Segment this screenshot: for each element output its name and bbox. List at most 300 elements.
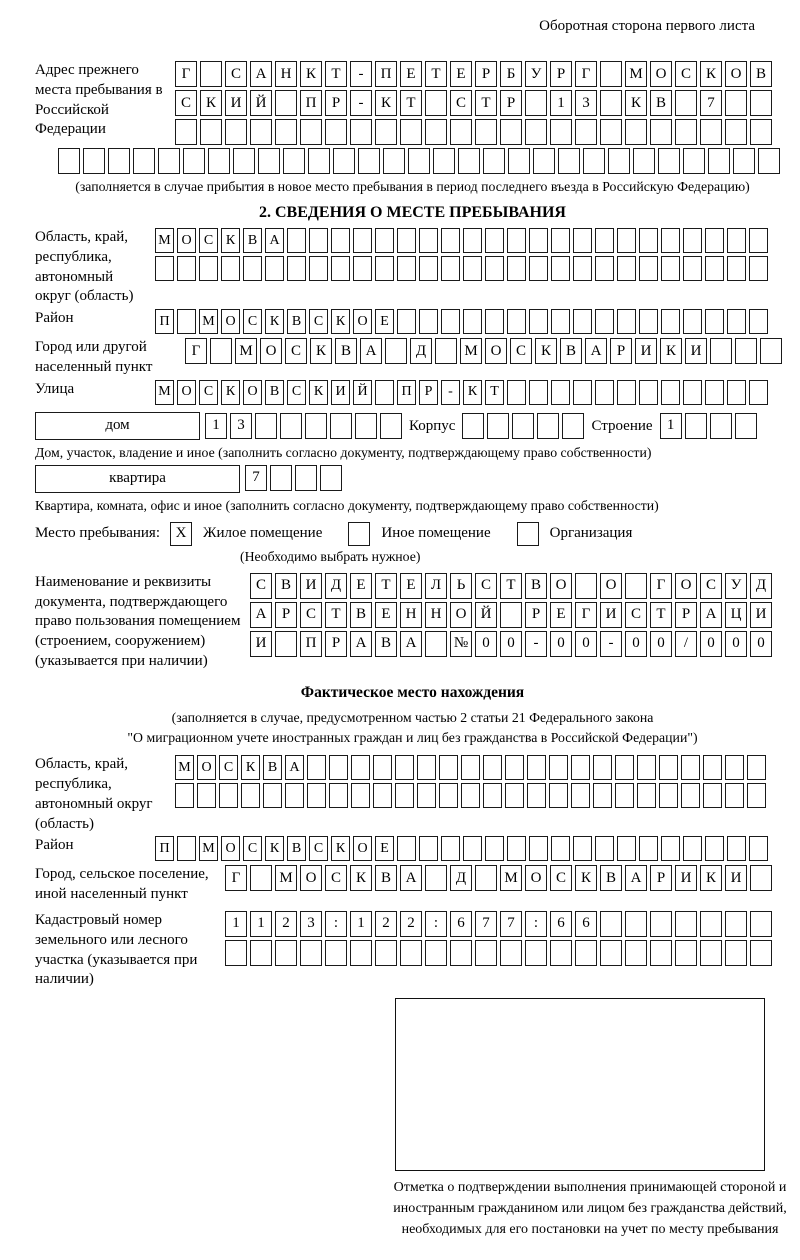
char-cell[interactable]: П xyxy=(300,90,322,116)
char-cell[interactable] xyxy=(529,256,548,281)
char-cell[interactable]: В xyxy=(650,90,672,116)
char-cell[interactable] xyxy=(441,256,460,281)
char-cell[interactable]: К xyxy=(331,309,350,334)
char-cell[interactable] xyxy=(380,413,402,439)
char-cell[interactable] xyxy=(593,755,612,780)
char-cell[interactable]: Т xyxy=(650,602,672,628)
char-cell[interactable]: М xyxy=(155,380,174,405)
char-cell[interactable] xyxy=(705,380,724,405)
char-cell[interactable]: О xyxy=(221,309,240,334)
char-cell[interactable] xyxy=(58,148,80,174)
char-cell[interactable] xyxy=(441,228,460,253)
char-cell[interactable] xyxy=(727,380,746,405)
char-cell[interactable] xyxy=(527,783,546,808)
char-cell[interactable]: М xyxy=(500,865,522,891)
char-cell[interactable] xyxy=(309,228,328,253)
char-cell[interactable]: Д xyxy=(325,573,347,599)
char-cell[interactable]: А xyxy=(265,228,284,253)
char-cell[interactable] xyxy=(675,119,697,145)
char-cell[interactable]: 6 xyxy=(450,911,472,937)
char-cell[interactable]: О xyxy=(177,380,196,405)
char-cell[interactable] xyxy=(758,148,780,174)
char-cell[interactable]: Т xyxy=(400,90,422,116)
char-cell[interactable]: 0 xyxy=(750,631,772,657)
char-cell[interactable] xyxy=(529,836,548,861)
char-cell[interactable] xyxy=(600,940,622,966)
char-cell[interactable] xyxy=(549,755,568,780)
char-cell[interactable] xyxy=(350,119,372,145)
char-cell[interactable] xyxy=(683,148,705,174)
char-cell[interactable] xyxy=(571,755,590,780)
char-cell[interactable] xyxy=(661,228,680,253)
char-cell[interactable] xyxy=(600,119,622,145)
char-cell[interactable] xyxy=(287,228,306,253)
char-cell[interactable] xyxy=(573,836,592,861)
char-cell[interactable]: С xyxy=(243,836,262,861)
char-cell[interactable] xyxy=(200,119,222,145)
char-cell[interactable] xyxy=(250,865,272,891)
char-cell[interactable]: А xyxy=(285,755,304,780)
char-cell[interactable] xyxy=(733,148,755,174)
char-cell[interactable] xyxy=(675,940,697,966)
char-cell[interactable]: Е xyxy=(350,573,372,599)
char-cell[interactable]: Д xyxy=(450,865,472,891)
char-cell[interactable] xyxy=(199,256,218,281)
char-cell[interactable]: Д xyxy=(410,338,432,364)
char-cell[interactable]: И xyxy=(225,90,247,116)
char-cell[interactable] xyxy=(683,380,702,405)
char-cell[interactable]: В xyxy=(560,338,582,364)
char-cell[interactable]: О xyxy=(650,61,672,87)
char-cell[interactable] xyxy=(595,228,614,253)
char-cell[interactable]: Т xyxy=(425,61,447,87)
char-cell[interactable]: Т xyxy=(375,573,397,599)
char-cell[interactable] xyxy=(300,119,322,145)
char-cell[interactable]: Г xyxy=(185,338,207,364)
char-cell[interactable] xyxy=(727,836,746,861)
char-cell[interactable] xyxy=(683,309,702,334)
char-cell[interactable]: О xyxy=(675,573,697,599)
char-cell[interactable] xyxy=(225,119,247,145)
char-cell[interactable]: 3 xyxy=(230,413,252,439)
char-cell[interactable] xyxy=(250,940,272,966)
char-cell[interactable] xyxy=(330,413,352,439)
char-cell[interactable]: Р xyxy=(475,61,497,87)
char-cell[interactable]: 0 xyxy=(575,631,597,657)
char-cell[interactable]: К xyxy=(265,309,284,334)
char-cell[interactable] xyxy=(658,148,680,174)
char-cell[interactable]: О xyxy=(243,380,262,405)
char-cell[interactable] xyxy=(351,755,370,780)
char-cell[interactable] xyxy=(485,309,504,334)
char-cell[interactable] xyxy=(708,148,730,174)
char-cell[interactable] xyxy=(700,911,722,937)
char-cell[interactable] xyxy=(727,309,746,334)
char-cell[interactable]: 1 xyxy=(205,413,227,439)
char-cell[interactable]: А xyxy=(585,338,607,364)
char-cell[interactable]: О xyxy=(353,309,372,334)
char-cell[interactable] xyxy=(617,380,636,405)
char-cell[interactable]: И xyxy=(300,573,322,599)
char-cell[interactable]: Е xyxy=(550,602,572,628)
char-cell[interactable]: Ц xyxy=(725,602,747,628)
char-cell[interactable] xyxy=(158,148,180,174)
char-cell[interactable] xyxy=(639,228,658,253)
char-cell[interactable]: С xyxy=(475,573,497,599)
char-cell[interactable] xyxy=(425,631,447,657)
char-cell[interactable] xyxy=(463,228,482,253)
char-cell[interactable] xyxy=(450,940,472,966)
char-cell[interactable]: С xyxy=(219,755,238,780)
char-cell[interactable] xyxy=(177,309,196,334)
char-cell[interactable]: К xyxy=(660,338,682,364)
char-cell[interactable]: С xyxy=(510,338,532,364)
char-cell[interactable]: В xyxy=(600,865,622,891)
char-cell[interactable]: М xyxy=(175,755,194,780)
char-cell[interactable]: С xyxy=(309,309,328,334)
char-cell[interactable]: О xyxy=(260,338,282,364)
char-cell[interactable]: Р xyxy=(610,338,632,364)
char-cell[interactable] xyxy=(571,783,590,808)
char-cell[interactable] xyxy=(529,380,548,405)
char-cell[interactable] xyxy=(700,119,722,145)
char-cell[interactable] xyxy=(583,148,605,174)
char-cell[interactable] xyxy=(750,119,772,145)
char-cell[interactable]: Д xyxy=(750,573,772,599)
char-cell[interactable]: 3 xyxy=(300,911,322,937)
char-cell[interactable] xyxy=(200,61,222,87)
char-cell[interactable] xyxy=(747,755,766,780)
char-cell[interactable]: В xyxy=(265,380,284,405)
char-cell[interactable]: В xyxy=(287,836,306,861)
char-cell[interactable]: И xyxy=(725,865,747,891)
char-cell[interactable] xyxy=(373,755,392,780)
char-cell[interactable] xyxy=(270,465,292,491)
char-cell[interactable] xyxy=(615,755,634,780)
char-cell[interactable] xyxy=(333,148,355,174)
char-cell[interactable]: К xyxy=(625,90,647,116)
char-cell[interactable] xyxy=(595,256,614,281)
char-cell[interactable] xyxy=(573,256,592,281)
char-cell[interactable] xyxy=(749,256,768,281)
char-cell[interactable]: 2 xyxy=(400,911,422,937)
char-cell[interactable] xyxy=(537,413,559,439)
char-cell[interactable] xyxy=(617,228,636,253)
char-cell[interactable] xyxy=(750,865,772,891)
char-cell[interactable]: Г xyxy=(175,61,197,87)
char-cell[interactable] xyxy=(461,755,480,780)
char-cell[interactable] xyxy=(435,338,457,364)
char-cell[interactable] xyxy=(175,119,197,145)
char-cell[interactable] xyxy=(475,865,497,891)
char-cell[interactable] xyxy=(265,256,284,281)
char-cell[interactable] xyxy=(735,338,757,364)
char-cell[interactable] xyxy=(329,783,348,808)
char-cell[interactable]: Р xyxy=(500,90,522,116)
char-cell[interactable]: К xyxy=(375,90,397,116)
char-cell[interactable] xyxy=(233,148,255,174)
char-cell[interactable]: А xyxy=(360,338,382,364)
char-cell[interactable]: С xyxy=(309,836,328,861)
char-cell[interactable] xyxy=(375,380,394,405)
char-cell[interactable] xyxy=(425,119,447,145)
char-cell[interactable] xyxy=(500,940,522,966)
char-cell[interactable] xyxy=(308,148,330,174)
char-cell[interactable]: С xyxy=(550,865,572,891)
char-cell[interactable]: 1 xyxy=(350,911,372,937)
char-cell[interactable]: К xyxy=(200,90,222,116)
char-cell[interactable] xyxy=(373,783,392,808)
char-cell[interactable]: М xyxy=(199,836,218,861)
char-cell[interactable]: Т xyxy=(325,602,347,628)
char-cell[interactable] xyxy=(659,755,678,780)
char-cell[interactable] xyxy=(573,309,592,334)
char-cell[interactable] xyxy=(275,631,297,657)
char-cell[interactable] xyxy=(703,755,722,780)
char-cell[interactable]: С xyxy=(175,90,197,116)
char-cell[interactable] xyxy=(525,90,547,116)
char-cell[interactable] xyxy=(675,911,697,937)
char-cell[interactable]: 1 xyxy=(225,911,247,937)
char-cell[interactable]: Р xyxy=(419,380,438,405)
char-cell[interactable] xyxy=(320,465,342,491)
char-cell[interactable] xyxy=(487,413,509,439)
char-cell[interactable] xyxy=(283,148,305,174)
char-cell[interactable] xyxy=(177,256,196,281)
char-cell[interactable]: № xyxy=(450,631,472,657)
char-cell[interactable]: В xyxy=(275,573,297,599)
char-cell[interactable]: А xyxy=(625,865,647,891)
char-cell[interactable]: И xyxy=(250,631,272,657)
char-cell[interactable]: Й xyxy=(353,380,372,405)
other-premises-checkbox[interactable] xyxy=(348,522,370,546)
char-cell[interactable]: И xyxy=(331,380,350,405)
char-cell[interactable]: Т xyxy=(475,90,497,116)
char-cell[interactable] xyxy=(639,836,658,861)
char-cell[interactable]: К xyxy=(700,61,722,87)
char-cell[interactable]: О xyxy=(485,338,507,364)
char-cell[interactable] xyxy=(275,940,297,966)
char-cell[interactable] xyxy=(197,783,216,808)
char-cell[interactable]: Р xyxy=(325,631,347,657)
char-cell[interactable] xyxy=(575,119,597,145)
char-cell[interactable] xyxy=(529,228,548,253)
char-cell[interactable]: К xyxy=(463,380,482,405)
char-cell[interactable] xyxy=(331,256,350,281)
char-cell[interactable] xyxy=(395,755,414,780)
char-cell[interactable]: Р xyxy=(325,90,347,116)
char-cell[interactable]: Е xyxy=(400,61,422,87)
char-cell[interactable] xyxy=(219,783,238,808)
char-cell[interactable] xyxy=(725,90,747,116)
char-cell[interactable] xyxy=(133,148,155,174)
char-cell[interactable]: К xyxy=(300,61,322,87)
char-cell[interactable]: - xyxy=(350,61,372,87)
char-cell[interactable] xyxy=(483,783,502,808)
char-cell[interactable]: 0 xyxy=(725,631,747,657)
char-cell[interactable]: Е xyxy=(450,61,472,87)
char-cell[interactable]: 0 xyxy=(550,631,572,657)
char-cell[interactable] xyxy=(307,755,326,780)
char-cell[interactable]: К xyxy=(350,865,372,891)
char-cell[interactable] xyxy=(419,836,438,861)
char-cell[interactable] xyxy=(483,148,505,174)
char-cell[interactable] xyxy=(351,783,370,808)
char-cell[interactable]: С xyxy=(287,380,306,405)
char-cell[interactable] xyxy=(300,940,322,966)
char-cell[interactable] xyxy=(263,783,282,808)
char-cell[interactable] xyxy=(750,90,772,116)
char-cell[interactable] xyxy=(661,380,680,405)
char-cell[interactable] xyxy=(395,783,414,808)
char-cell[interactable]: - xyxy=(350,90,372,116)
char-cell[interactable] xyxy=(600,911,622,937)
char-cell[interactable]: 3 xyxy=(575,90,597,116)
char-cell[interactable]: П xyxy=(300,631,322,657)
char-cell[interactable] xyxy=(595,309,614,334)
char-cell[interactable]: С xyxy=(243,309,262,334)
char-cell[interactable]: 0 xyxy=(475,631,497,657)
char-cell[interactable]: К xyxy=(265,836,284,861)
char-cell[interactable] xyxy=(639,256,658,281)
char-cell[interactable]: Т xyxy=(325,61,347,87)
char-cell[interactable] xyxy=(550,119,572,145)
char-cell[interactable] xyxy=(705,836,724,861)
char-cell[interactable] xyxy=(397,228,416,253)
char-cell[interactable] xyxy=(175,783,194,808)
char-cell[interactable] xyxy=(419,228,438,253)
char-cell[interactable] xyxy=(275,90,297,116)
char-cell[interactable] xyxy=(650,119,672,145)
char-cell[interactable] xyxy=(617,256,636,281)
char-cell[interactable]: П xyxy=(155,309,174,334)
char-cell[interactable] xyxy=(608,148,630,174)
char-cell[interactable] xyxy=(355,413,377,439)
char-cell[interactable] xyxy=(505,783,524,808)
char-cell[interactable] xyxy=(483,755,502,780)
char-cell[interactable]: О xyxy=(725,61,747,87)
char-cell[interactable]: С xyxy=(199,228,218,253)
char-cell[interactable] xyxy=(573,380,592,405)
char-cell[interactable]: М xyxy=(460,338,482,364)
char-cell[interactable]: Г xyxy=(575,602,597,628)
char-cell[interactable] xyxy=(525,940,547,966)
char-cell[interactable] xyxy=(255,413,277,439)
char-cell[interactable] xyxy=(525,119,547,145)
char-cell[interactable]: И xyxy=(750,602,772,628)
char-cell[interactable]: О xyxy=(353,836,372,861)
char-cell[interactable]: Н xyxy=(425,602,447,628)
char-cell[interactable] xyxy=(417,755,436,780)
char-cell[interactable] xyxy=(575,940,597,966)
char-cell[interactable] xyxy=(675,90,697,116)
char-cell[interactable]: С xyxy=(450,90,472,116)
char-cell[interactable] xyxy=(419,256,438,281)
char-cell[interactable] xyxy=(400,940,422,966)
char-cell[interactable]: 0 xyxy=(625,631,647,657)
char-cell[interactable] xyxy=(683,228,702,253)
char-cell[interactable] xyxy=(533,148,555,174)
char-cell[interactable] xyxy=(703,783,722,808)
char-cell[interactable]: Р xyxy=(650,865,672,891)
char-cell[interactable] xyxy=(727,256,746,281)
char-cell[interactable] xyxy=(275,119,297,145)
char-cell[interactable] xyxy=(625,573,647,599)
char-cell[interactable]: 2 xyxy=(275,911,297,937)
char-cell[interactable] xyxy=(285,783,304,808)
char-cell[interactable]: О xyxy=(221,836,240,861)
char-cell[interactable]: А xyxy=(400,865,422,891)
char-cell[interactable]: О xyxy=(450,602,472,628)
char-cell[interactable]: О xyxy=(177,228,196,253)
char-cell[interactable]: С xyxy=(625,602,647,628)
char-cell[interactable] xyxy=(353,256,372,281)
char-cell[interactable] xyxy=(705,309,724,334)
char-cell[interactable] xyxy=(462,413,484,439)
char-cell[interactable] xyxy=(705,228,724,253)
char-cell[interactable] xyxy=(439,755,458,780)
char-cell[interactable] xyxy=(375,228,394,253)
char-cell[interactable] xyxy=(463,309,482,334)
char-cell[interactable]: К xyxy=(535,338,557,364)
char-cell[interactable] xyxy=(400,119,422,145)
char-cell[interactable] xyxy=(575,573,597,599)
char-cell[interactable]: К xyxy=(700,865,722,891)
char-cell[interactable] xyxy=(309,256,328,281)
char-cell[interactable] xyxy=(425,90,447,116)
char-cell[interactable] xyxy=(700,940,722,966)
char-cell[interactable] xyxy=(681,783,700,808)
char-cell[interactable] xyxy=(685,413,707,439)
char-cell[interactable] xyxy=(683,256,702,281)
char-cell[interactable] xyxy=(508,148,530,174)
char-cell[interactable] xyxy=(760,338,782,364)
char-cell[interactable] xyxy=(550,940,572,966)
char-cell[interactable]: К xyxy=(575,865,597,891)
char-cell[interactable] xyxy=(625,119,647,145)
char-cell[interactable] xyxy=(637,755,656,780)
char-cell[interactable] xyxy=(710,413,732,439)
char-cell[interactable]: К xyxy=(309,380,328,405)
char-cell[interactable]: В xyxy=(350,602,372,628)
char-cell[interactable]: П xyxy=(397,380,416,405)
char-cell[interactable] xyxy=(419,309,438,334)
char-cell[interactable] xyxy=(250,119,272,145)
char-cell[interactable] xyxy=(441,309,460,334)
char-cell[interactable] xyxy=(408,148,430,174)
char-cell[interactable] xyxy=(639,380,658,405)
char-cell[interactable]: О xyxy=(525,865,547,891)
char-cell[interactable]: И xyxy=(600,602,622,628)
char-cell[interactable] xyxy=(725,783,744,808)
char-cell[interactable]: К xyxy=(221,228,240,253)
char-cell[interactable]: Н xyxy=(275,61,297,87)
char-cell[interactable] xyxy=(155,256,174,281)
char-cell[interactable]: С xyxy=(250,573,272,599)
char-cell[interactable]: Б xyxy=(500,61,522,87)
char-cell[interactable] xyxy=(397,836,416,861)
char-cell[interactable]: Е xyxy=(375,602,397,628)
char-cell[interactable]: В xyxy=(750,61,772,87)
char-cell[interactable] xyxy=(650,940,672,966)
char-cell[interactable] xyxy=(353,228,372,253)
char-cell[interactable]: В xyxy=(525,573,547,599)
char-cell[interactable] xyxy=(475,119,497,145)
char-cell[interactable] xyxy=(461,783,480,808)
char-cell[interactable] xyxy=(593,783,612,808)
char-cell[interactable]: И xyxy=(635,338,657,364)
char-cell[interactable] xyxy=(375,256,394,281)
